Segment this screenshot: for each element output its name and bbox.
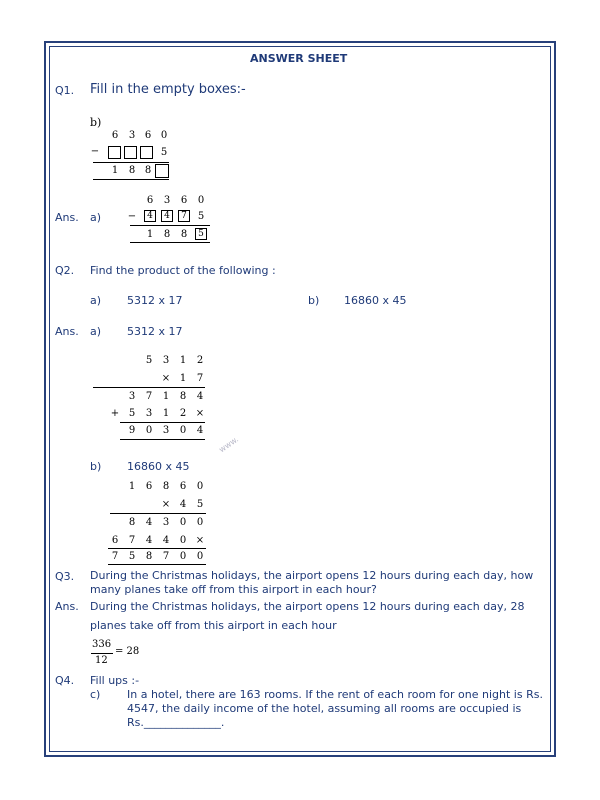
q2-answer-a-expression: 5312 x 17 [127,325,183,338]
digit: 3 [162,355,170,366]
digit: 6 [146,195,154,206]
q1-answer-label: Ans. [55,211,79,224]
digit: 4 [196,425,204,436]
digit: 6 [180,195,188,206]
fraction-bar [91,653,113,654]
digit: 8 [180,229,188,240]
digit: 0 [197,195,205,206]
q4-line-1: In a hotel, there are 163 rooms. If the rent of each room for one night is Rs. [127,688,543,701]
q2-answer-b-expression: 16860 x 45 [127,460,190,473]
q3-answer-label: Ans. [55,600,79,613]
digit: 6 [179,481,187,492]
digit: 8 [179,391,187,402]
fraction-numerator: 336 [92,639,112,650]
placeholder-cross: × [195,535,205,546]
digit: 0 [196,517,204,528]
empty-box[interactable] [108,146,121,159]
q3-line-1: During the Christmas holidays, the airport opens 12 hours during each day, how [90,569,534,582]
q2-answer-label: Ans. [55,325,79,338]
digit: 0 [196,481,204,492]
filled-box: 4 [161,210,173,222]
digit: 3 [162,517,170,528]
q4-part-label: c) [90,688,101,701]
q2-b-expression: 16860 x 45 [344,294,407,307]
digit: 5 [196,499,204,510]
times-sign: × [161,373,171,384]
digit: 1 [111,165,119,176]
digit: 2 [179,408,187,419]
filled-box: 4 [144,210,156,222]
q2-answer-b-label: b) [90,460,102,473]
digit: 6 [144,130,152,141]
q4-line-2: 4547, the daily income of the hotel, assuming all rooms are occupied is [127,702,522,715]
digit: 1 [179,373,187,384]
q2-number: Q2. [55,264,75,277]
digit: 8 [144,165,152,176]
q4-line-3: Rs.______________. [127,716,225,729]
q1-part-label: b) [90,116,102,129]
digit: 5 [145,355,153,366]
page-title: ANSWER SHEET [250,52,348,65]
minus-sign: − [127,211,137,222]
placeholder-cross: × [195,408,205,419]
fraction-denominator: 12 [95,655,108,666]
digit: 0 [179,517,187,528]
digit: 0 [160,130,168,141]
digit: 3 [128,391,136,402]
digit: 4 [162,535,170,546]
digit: 2 [196,355,204,366]
rule [93,387,205,388]
rule [108,548,206,549]
rule [130,242,210,243]
q1-answer-part: a) [90,211,102,224]
digit: 1 [162,391,170,402]
digit: 8 [145,551,153,562]
digit: 7 [128,535,136,546]
digit: 6 [111,535,119,546]
q2-answer-a-label: a) [90,325,102,338]
q2-a-expression: 5312 x 17 [127,294,183,307]
digit: 3 [162,425,170,436]
rule [130,225,210,226]
q4-text: Fill ups :- [90,674,140,687]
digit: 6 [145,481,153,492]
q2-a-label: a) [90,294,102,307]
digit: 1 [146,229,154,240]
watermark: www. [217,434,241,455]
rule [120,439,205,440]
digit: 9 [128,425,136,436]
digit: 5 [128,551,136,562]
digit: 4 [145,517,153,528]
digit: 6 [111,130,119,141]
digit: 0 [179,551,187,562]
empty-box[interactable] [155,164,169,178]
digit: 8 [128,517,136,528]
digit: 3 [163,195,171,206]
digit: 7 [162,551,170,562]
digit: 4 [145,535,153,546]
digit: 7 [196,373,204,384]
plus-sign: + [110,408,120,419]
q3-answer-line-2: planes take off from this airport in each hour [90,619,337,632]
digit: 3 [145,408,153,419]
digit: 8 [162,481,170,492]
digit: 7 [111,551,119,562]
digit: 4 [179,499,187,510]
filled-box: 5 [195,228,207,240]
rule [93,162,169,163]
q1-text: Fill in the empty boxes:- [90,82,246,97]
q2-b-label: b) [308,294,320,307]
digit: 1 [128,481,136,492]
minus-sign: − [90,146,100,157]
digit: 0 [196,551,204,562]
digit: 0 [179,425,187,436]
digit: 4 [196,391,204,402]
fraction-result: = 28 [115,646,140,657]
filled-box: 7 [178,210,190,222]
digit: 8 [128,165,136,176]
q1-number: Q1. [55,84,75,97]
times-sign: × [161,499,171,510]
digit: 7 [145,391,153,402]
rule [120,422,205,423]
digit: 5 [128,408,136,419]
rule [110,513,206,514]
empty-box[interactable] [124,146,137,159]
digit: 0 [145,425,153,436]
q2-text: Find the product of the following : [90,264,276,277]
digit: 5 [197,211,205,222]
digit: 1 [162,408,170,419]
q3-line-2: many planes take off from this airport in each hour? [90,583,377,596]
rule [108,564,206,565]
digit: 5 [160,147,168,158]
digit: 3 [128,130,136,141]
empty-box[interactable] [140,146,153,159]
rule [93,179,169,180]
digit: 0 [179,535,187,546]
digit: 8 [163,229,171,240]
digit: 1 [179,355,187,366]
q4-number: Q4. [55,674,75,687]
q3-number: Q3. [55,570,75,583]
q3-answer-line-1: During the Christmas holidays, the airport opens 12 hours during each day, 28 [90,600,525,613]
